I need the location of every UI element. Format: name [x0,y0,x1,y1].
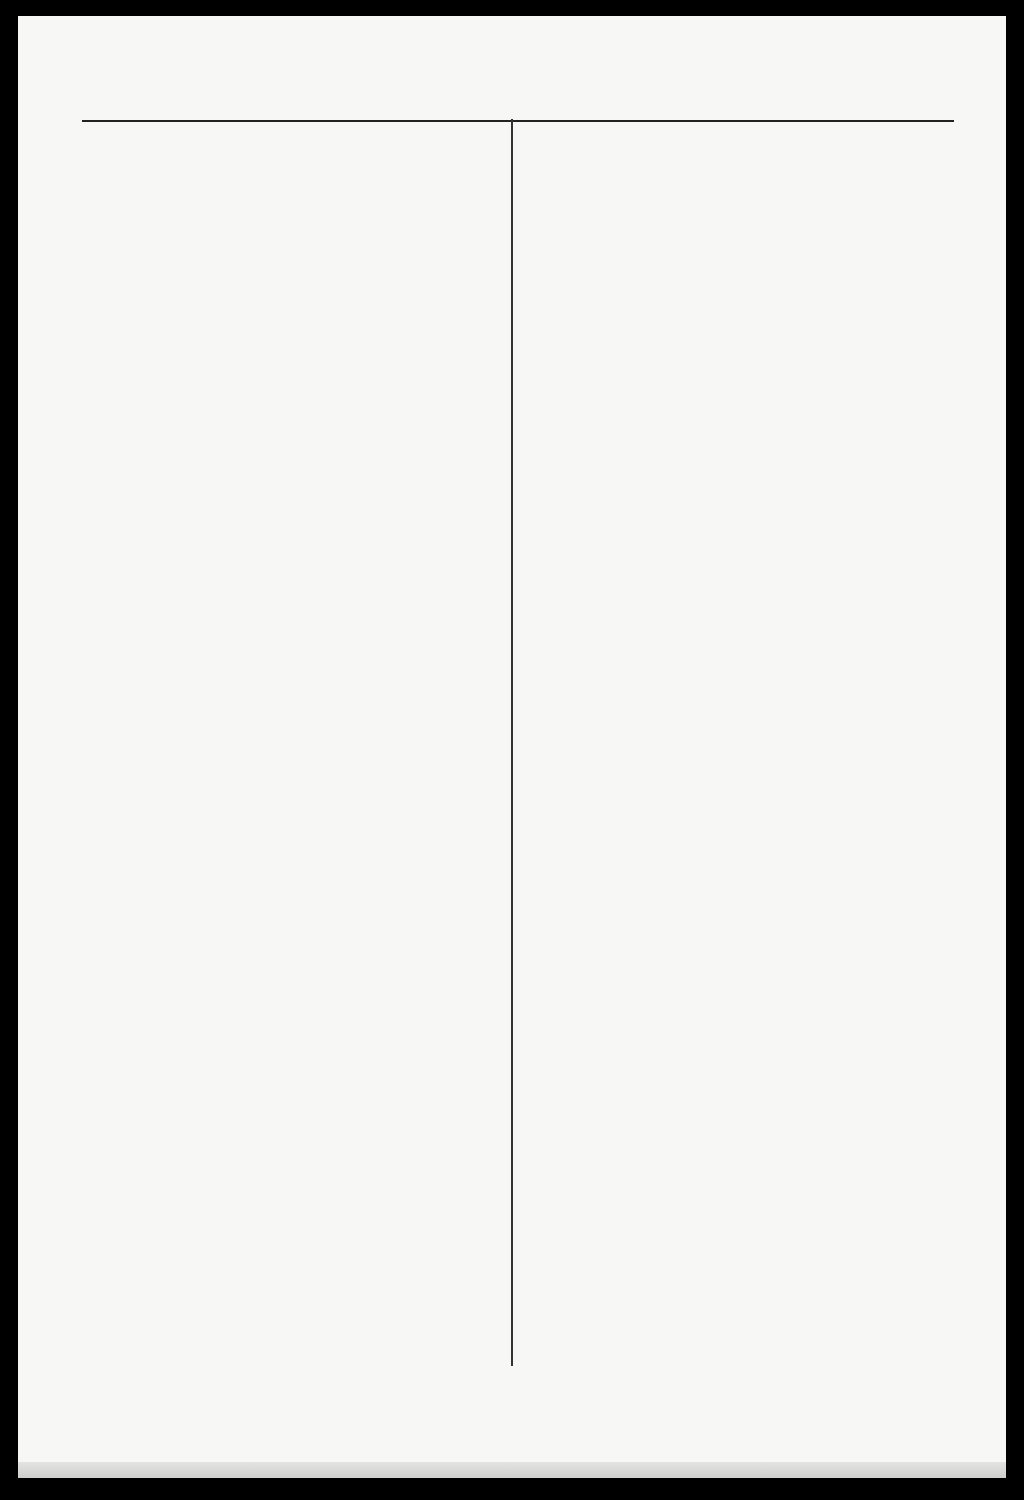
section-letter-block [531,128,951,366]
dictionary-page [18,16,1006,1478]
column-divider [511,119,513,1366]
page-header [82,76,954,122]
right-column [531,128,951,366]
page-bottom-edge [18,1462,1006,1478]
